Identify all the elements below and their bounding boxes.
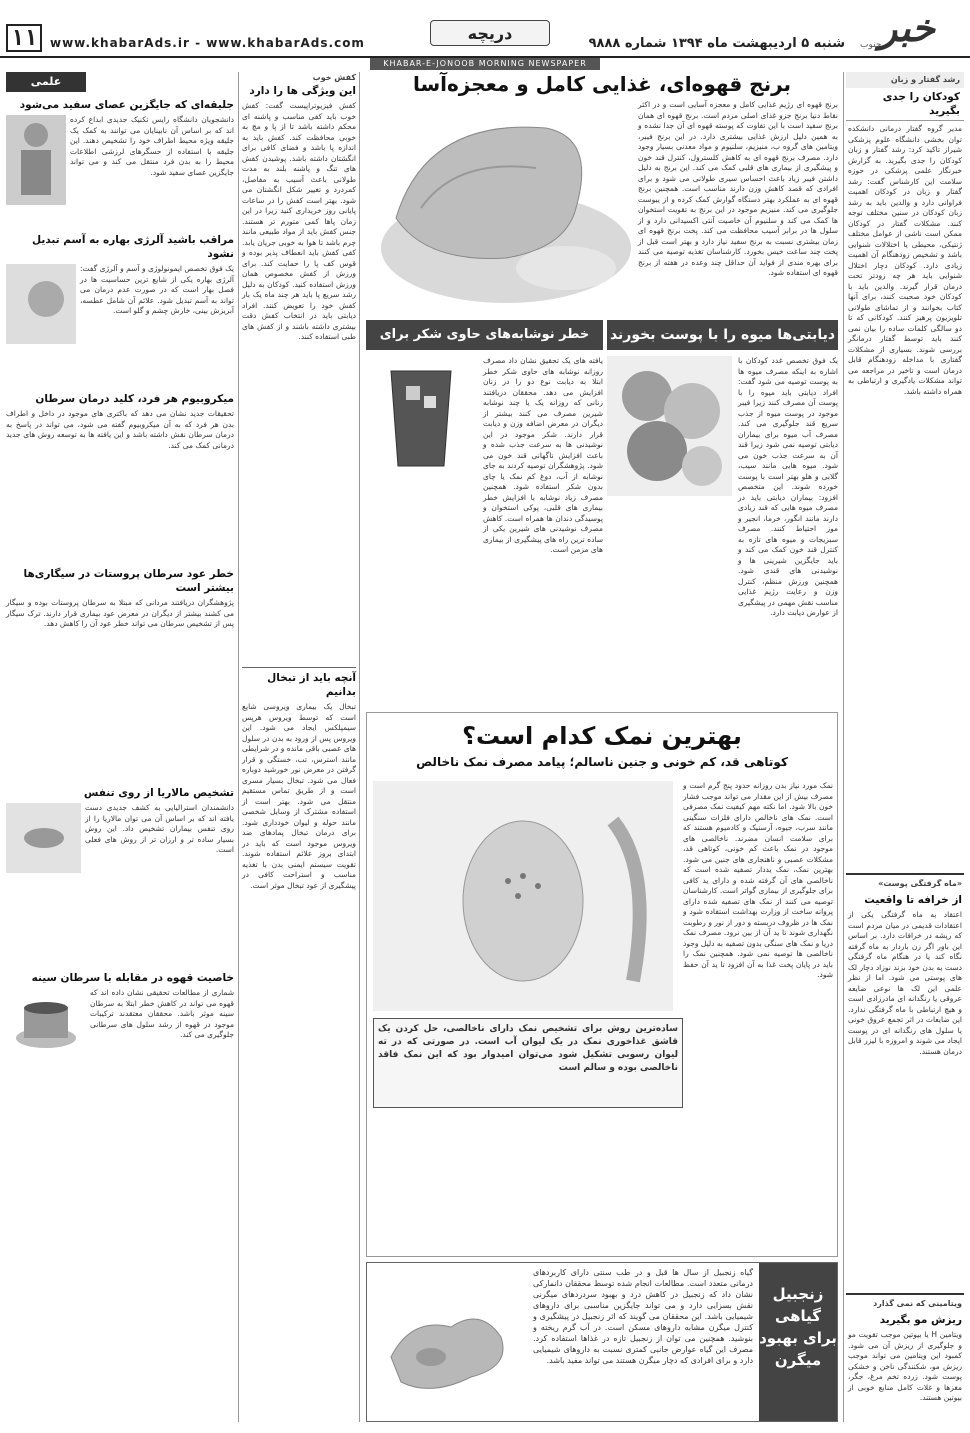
diabetes-title: دیابتی‌ها میوه را با پوست بخورند	[607, 320, 838, 350]
diabetes-article	[607, 320, 838, 705]
fruit-photo	[607, 356, 732, 496]
vest-photo	[6, 115, 66, 205]
sugar-title: خطر نوشابه‌های حاوی شکر برای خانم‌ها	[366, 320, 603, 350]
ginger-body: گیاه زنجبیل از سال ها قبل و در طب سنتی دارای کاربردهای درمانی متعدد است. مطالعات انجام شده توسط محققان دانمارکی نشان داد که زنجبیل در کاهش درد و بهبود سردردهای میگرنی نقش بسزایی دارد و می تواند جایگزین مناسبی برای داروهای شیمیایی باشد. این محققان می گویند که اثر زنجبیل در پیشگیری و کنترل میگرن مشابه داروهای مسکن است. در آب گرم ریخته و بنوشید. همچنین می توان از زنجبیل تازه در غذاها استفاده کرد. مصرف این گیاه عوارض جانبی کمتری نسبت به داروهای شیمیایی دارد و برای افرادی که دچار میگرن هستند می تواند مفید باشد.	[533, 1268, 753, 1365]
ginger-root-illustration	[371, 1267, 521, 1417]
salt-article	[366, 712, 838, 1257]
salt-body: نمک مورد نیاز بدن روزانه حدود پنج گرم است و مصرف بیش از این مقدار می تواند موجب فشار خون بالا شود. اما نکته مهم کیفیت نمک مصرفی است. نمک های ناخالص دارای فلزات سنگینی مانند سرب، جیوه، آرسنیک و کادمیوم هستند که برای سلامت انسان مضرند. ناخالصی های موجود در نمک باعث کم خونی، کوتاهی قد، مشکلات عصبی و ناهنجاری های جنین می شود. بهترین نمک، نمک یددار تصفیه شده است که ناخالصی های آن گرفته شده و دارای ید کافی برای جلوگیری از بیماری گواتر است. کارشناسان توصیه می کنند از نمک های تصفیه شده دارای پروانه ساخت از وزارت بهداشت استفاده شود و نمک ها در ظروف دربسته و دور از نور و رطوبت نگهداری شوند تا ید آن از بین نرود. مصرف نمک دریا و نمک های سنگی بدون تصفیه به دلیل وجود ناخالصی ها توصیه نمی شود. همچنین نمک را باید در پایان پخت غذا به آن افزود تا ید آن حفظ شود.	[683, 781, 833, 979]
coffee-cup-photo	[6, 988, 86, 1058]
mole-box-body: اعتقاد به ماه گرفتگی یکی از اعتقادات قدیمی در میان مردم است که ریشه در خرافات دارد. بر اساس این باور اگر زن باردار به ماه گرفته نگاه کند یا در هنگام ماه گرفتگی دست به بدن خود بزند نوزاد دچار لک های پوستی می شود. اما از نظر علمی این لک ها نوعی ضایعه عروقی یا رنگدانه ای مادرزادی است و هیچ ارتباطی با ماه گرفتگی ندارد. این ضایعات در اثر تجمع عروق خونی یا سلول های رنگدانه ای در پوست ایجاد می شوند و امروزه با لیزر قابل درمان هستند.	[848, 910, 962, 1056]
vest-body: دانشجویان دانشگاه رایس تکنیک جدیدی ابداع کرده اند که بر اساس آن نابینایان می توانند به کمک یک جلیقه ویژه محیط اطراف خود را تشخیص دهند. این جلیقه با استفاده از حسگرهای لرزشی اطلاعات محیط را به بدن فرد منتقل می کند و می تواند جایگزین عصای سفید شود.	[70, 115, 234, 177]
ginger-article	[366, 1262, 838, 1422]
logo-subtext: جنوب	[860, 40, 882, 50]
rice-photo	[366, 98, 634, 316]
ginger-title	[759, 1263, 837, 1421]
malaria-body: دانشمندان استرالیایی به کشف جدیدی دست یافته اند که بر اساس آن می توان مالاریا را از روی تنفس بیماران تشخیص داد. این روش بسیار ساده تر و ارزان تر از روش های فعلی است.	[85, 803, 234, 854]
newspaper-logo	[852, 4, 962, 52]
mole-box-kicker: «ماه گرفتگی پوست»	[846, 873, 964, 893]
vitamin-title: ریزش مو بگیرید	[879, 1314, 962, 1326]
date-issue: شنبه ۵ اردیبهشت ماه ۱۳۹۴ شماره ۹۸۸۸	[588, 36, 845, 51]
column-divider	[843, 72, 844, 1422]
masthead	[0, 0, 970, 58]
allergy-body: یک فوق تخصص ایمونولوژی و آسم و آلرژی گفت: آلرژی بهاره یکی از شایع ترین حساسیت ها در فصل بهار است که در صورت عدم درمان می تواند به آسم تبدیل شود. علائم آن شامل عطسه، آبریزش بینی، خارش چشم و گلو است.	[80, 264, 234, 315]
sugar-article	[366, 320, 603, 705]
shoes-body: کفش فیزیوتراپیست گفت: کفش خوب باید کفی مناسب و پاشنه ای محکم داشته باشد تا از پا و مچ به خوبی محافظت کند. کفش باید به اندازه پا باشد و فضای کافی برای انگشتان داشته باشد. پوشیدن کفش های تنگ و پاشنه بلند به مدت طولانی باعث آسیب به مفاصل، کمردرد و تغییر شکل انگشتان می شود. بهتر است کفش را در ساعات پایانی روز خریداری کنید زیرا در این زمان پاها کمی متورم تر هستند. جنس کفش باید از مواد طبیعی مانند چرم باشد تا هوا به خوبی جریان یابد. کفی کفش باید انعطاف پذیر بوده و قوس کف پا را حمایت کند. برای ورزش از کفش مخصوص همان ورزش استفاده کنید. کودکان به دلیل رشد سریع پا باید هر چند ماه یک بار کفش خود را تعویض کنند. افراد دیابتی باید در انتخاب کفش دقت بیشتری داشته باشند و از کفش های طبی استفاده کنند.	[242, 101, 356, 341]
herpes-body: تبخال یک بیماری ویروسی شایع است که توسط ویروس هرپس سیمپلکس ایجاد می شود. این ویروس پس از ورود به بدن در سلول های عصبی باقی مانده و در شرایطی مانند استرس، تب، خستگی و قرار گرفتن در معرض نور خورشید دوباره فعال می شود. تبخال بسیار مسری است و از طریق تماس مستقیم منتقل می شود. بهتر است از استفاده مشترک از وسایل شخصی مانند حوله و لیوان خودداری شود. برای درمان تبخال پمادهای ضد ویروس موجود است که باید در ابتدای بروز علائم استفاده شوند. تقویت سیستم ایمنی بدن با تغذیه مناسب و استراحت کافی در پیشگیری از عود تبخال موثر است.	[242, 702, 356, 890]
right-article-title: کودکان را جدی بگیرید	[846, 88, 964, 121]
prostate-body: پژوهشگران دریافتند مردانی که مبتلا به سرطان پروستات بوده و سیگار می کشند بیشتر از دیگران در معرض عود بیماری قرار دارند. ترک سیگار پس از تشخیص سرطان می تواند خطر عود آن را کاهش دهد.	[6, 598, 234, 628]
herpes-title: آنچه باید از تبخال بدانیم	[242, 667, 356, 699]
microbiome-body: تحقیقات جدید نشان می دهد که باکتری های موجود در داخل و اطراف بدن هر فرد که به آن میکروبیوم گفته می شود، می تواند در پاسخ به درمان سرطان نقش داشته باشد و این یافته ها به توسعه روش های جدید درمانی کمک می کند.	[6, 409, 234, 450]
coffee-title: خاصیت قهوه در مقابله با سرطان سینه	[31, 972, 234, 984]
vest-title: جلیقه‌ای که جایگزین عصای سفید می‌شود	[19, 99, 234, 111]
right-article-kicker: رشد گفتار و زبان	[846, 72, 964, 88]
shoes-column	[238, 72, 360, 1422]
malaria-row	[6, 803, 234, 963]
rice-article	[366, 68, 838, 318]
rice-body: برنج قهوه ای رژیم غذایی کامل و معجزه آسایی است و در اکثر نقاط دنیا برنج جزو غذای اصلی مردم است. برنج قهوه ای همان برنج سفید است با این تفاوت که پوسته قهوه ای آن جدا نشده و به همین دلیل ارزش غذایی بیشتری دارد. در این برنج فیبر، ویتامین های گروه ب، منیزیم، سلنیوم و مواد معدنی بسیار وجود دارد. مصرف برنج قهوه ای به کاهش کلسترول، کنترل قند خون و پیشگیری از بیماری های قلبی کمک می کند. این برنج به دلیل داشتن فیبر زیاد باعث احساس سیری طولانی می شود و برای افرادی که قصد کاهش وزن دارند مناسب است. همچنین برنج قهوه ای به عملکرد بهتر دستگاه گوارش کمک کرده و از یبوست جلوگیری می کند. منیزیم موجود در این برنج به تقویت استخوان ها کمک می کند و سلنیوم آن خاصیت آنتی اکسیدانی دارد و از سلول ها در برابر آسیب محافظت می کند. پخت برنج قهوه ای زمان بیشتری نسبت به برنج سفید نیاز دارد و بهتر است قبل از پخت چند ساعت خیس بخورد. کارشناسان تغذیه توصیه می کنند برای بهره مندی از فواید آن حداقل چند وعده در هفته از برنج قهوه ای استفاده شود.	[638, 100, 838, 277]
shoes-title: این ویژگی ها را دارد	[249, 85, 356, 97]
salt-callout: ساده‌ترین روش برای تشخیص نمک دارای ناخالصی، حل کردن یک قاشق غذاخوری نمک در یک لیوان آب است. در صورتی که در ته لیوان رسوبی تشکیل شود می‌توان امیدوار بود که این نمک فاقد ناخالصی بوده و سالم است	[373, 1018, 683, 1108]
soda-glass-illustration	[366, 356, 476, 476]
diabetes-body: یک فوق تخصص غدد کودکان با اشاره به اینکه مصرف میوه ها به پوست توصیه می شود گفت: افراد دیابتی باید میوه را با پوست آن مصرف کنند زیرا فیبر موجود در پوست میوه از جذب سریع قند جلوگیری می کند. مصرف آب میوه برای بیماران دیابتی توصیه نمی شود زیرا قند آن به سرعت جذب خون می شود. میوه هایی مانند سیب، گلابی و هلو بهتر است با پوست خورده شوند. این متخصص افزود: بیماران دیابتی باید در مصرف میوه هایی که قند زیادی دارند مانند انگور، خرما، انجیر و موز احتیاط کنند. مصرف سبزیجات و میوه های تازه به کنترل قند خون کمک می کند و باید جایگزین شیرینی ها و نوشیدنی های قندی شود. همچنین ورزش منظم، کنترل وزن و رعایت رژیم غذایی مناسب نقش مهمی در پیشگیری از عوارض دیابت دارد.	[738, 356, 838, 617]
vitamin-body: ویتامین H یا بیوتین موجب تقویت مو و جلوگیری از ریزش آن می شود. کمبود این ویتامین می تواند موجب ریزش مو، شکنندگی ناخن و خشکی پوست شود. زرده تخم مرغ، جگر، مغزها و غلات کامل منابع خوبی از بیوتین هستند.	[848, 1330, 962, 1402]
right-article-body: مدیر گروه گفتار درمانی دانشکده توان بخشی دانشگاه علوم پزشکی شیراز تاکید کرد: رشد گفتار و زبان کودکان را جدی بگیرید. به گزارش خبرنگار علمی پزشکی در حوزه سلامت این کارشناس گفت: رشد گفتار و زبان در کودکان اهمیت فراوانی دارد و والدین باید به رشد زبان کودکان در سنین مختلف توجه کنند. مشکلات گفتار در کودکان ممکن است ناشی از عوامل مختلف ژنتیکی، محیطی یا اختلالات شنوایی باشد و تشخیص زودهنگام آن اهمیت زیادی دارد. کودکان دچار اختلال شنوایی باید هر چه زودتر تحت درمان قرار گیرند. والدین باید با کودکان خود صحبت کنند، برای آنها کتاب بخوانند و از تماشای طولانی تلویزیون پرهیز کنند. کودکانی که تا دو سالگی کلمات ساده را بیان نمی کنند باید توسط گفتار درمانگر بررسی شوند. بسیاری از مشکلات گفتاری با مداخله زودهنگام قابل درمان است و تاخیر در مراجعه می تواند مشکلات یادگیری و ارتباطی به همراه داشته باشد.	[848, 124, 962, 396]
salt-shaker-illustration	[373, 781, 673, 1011]
fruit-illustration	[607, 356, 732, 496]
salt-shaker-photo	[373, 781, 673, 1011]
allergy-title: مراقب باشید آلرژی بهاره به آسم تبدیل نشود	[32, 234, 234, 260]
coffee-row	[6, 988, 234, 1128]
rice-title: برنج قهوه‌ای، غذایی کامل و معجزه‌آسا	[412, 72, 792, 96]
coffee-body: شماری از مطالعات تحقیقی نشان داده اند که قهوه می تواند در کاهش خطر ابتلا به سرطان سینه موثر باشد. محققان معتقدند ترکیبات موجود در قهوه از رشد سلول های سرطانی جلوگیری می کند.	[90, 988, 234, 1039]
malaria-photo	[6, 803, 81, 873]
salt-title: بهترین نمک کدام است؟	[462, 722, 742, 750]
logo-text: خبر	[879, 5, 935, 50]
page-number: ۱۱	[6, 24, 42, 52]
science-column	[6, 72, 234, 1422]
vest-row	[6, 115, 234, 225]
website-url[interactable]: www.khabarAds.ir - www.khabarAds.com	[50, 36, 365, 50]
vitamin-kicker: ویتامینی که نمی گذارد	[846, 1293, 964, 1313]
malaria-title: تشخیص مالاریا از روی تنفس	[83, 787, 234, 799]
mole-box-title: از خرافه تا واقعیت	[864, 894, 962, 906]
shoes-kicker: کفش خوب	[312, 73, 356, 82]
ginger-photo	[371, 1267, 521, 1417]
section-title: دریچه	[430, 20, 550, 46]
ginger-title-line-3: برای بهبود	[759, 1329, 837, 1347]
ginger-title-line-4: میگرن	[774, 1351, 822, 1369]
salt-subtitle: کوتاهی قد، کم خونی و جنین ناسالم؛ پیامد مصرف نمک ناخالص	[416, 755, 788, 769]
allergy-row	[6, 264, 234, 384]
tagline: KHABAR-E-JONOOB MORNING NEWSPAPER	[370, 58, 600, 70]
right-column	[846, 72, 964, 1422]
sugar-body: یافته های یک تحقیق نشان داد مصرف روزانه نوشابه های حاوی شکر خطر ابتلا به دیابت نوع دو را در زنان افزایش می دهد. محققان دریافتند زنانی که روزانه یک یا چند نوشابه شیرین مصرف می کنند بیشتر از دیگران در معرض اضافه وزن و دیابت قرار دارند. شکر موجود در این نوشیدنی ها به سرعت جذب شده و باعث افزایش ناگهانی قند خون می شود. پژوهشگران توصیه کردند به جای نوشابه از آب، دوغ کم نمک یا چای بدون شکر استفاده شود. همچنین مصرف زیاد نوشابه با افزایش خطر بیماری های قلبی، پوکی استخوان و پوسیدگی دندان ها همراه است. کاهش مصرف نوشیدنی های شیرین یکی از ساده ترین راه های پیشگیری از بیماری های مزمن است.	[483, 356, 603, 554]
soda-photo	[366, 356, 476, 476]
sneeze-photo	[6, 264, 76, 344]
ginger-title-line-2: گیاهی	[774, 1307, 822, 1325]
prostate-title: خطر عود سرطان پروستات در سیگاری‌ها بیشتر است	[23, 568, 234, 594]
microbiome-title: میکروبیوم هر فرد، کلید درمان سرطان	[35, 393, 234, 405]
science-section-label: علمی	[6, 72, 86, 92]
ginger-title-line-1: زنجبیل	[772, 1285, 824, 1303]
rice-illustration	[366, 98, 634, 316]
